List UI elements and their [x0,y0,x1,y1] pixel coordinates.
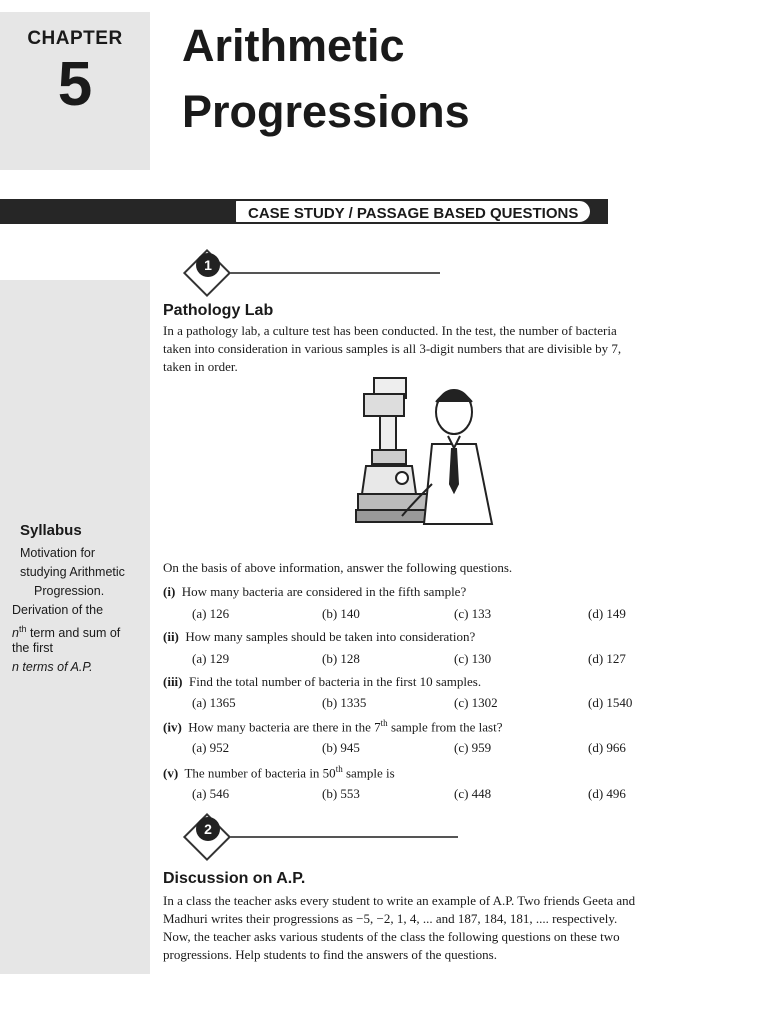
option-d: (d) 127 [588,651,626,666]
chapter-title-line2: Progressions [182,86,470,137]
option-a: (a) 129 [192,651,230,666]
syllabus-line: Derivation of the [12,603,104,617]
microscope-icon [352,374,504,538]
question-iv: (iv) How many bacteria are there in the 7th sample from the last? [163,718,503,735]
question-i: (i) How many bacteria are considered in the fifth sample? [163,584,467,599]
chapter-title-line1: Arithmetic [182,20,405,71]
option-d: (d) 1540 [588,695,633,710]
syllabus-line: studying Arithmetic [20,565,125,579]
option-b: (b) 128 [322,651,360,666]
option-b: (b) 945 [322,740,360,755]
case2-badge-number: 2 [196,817,220,841]
chapter-number: 5 [57,50,93,119]
option-a: (a) 126 [192,606,230,621]
case2-title: Discussion on A.P. [163,870,306,887]
option-c: (c) 959 [454,740,492,755]
section-banner-label: CASE STUDY / PASSAGE BASED QUESTIONS [234,199,592,224]
question-v: (v) The number of bacteria in 50th sample is [163,764,395,781]
case1-paragraph: In a pathology lab, a culture test has been conducted. In the test, the number of bacteria taken into consideration in various samples is all 3-digit numbers that are divisible by 7, taken in order. [163,323,622,374]
case2-rule [196,836,458,838]
option-d: (d) 496 [588,786,626,801]
case1-title: Pathology Lab [163,302,274,319]
option-a: (a) 1365 [192,695,236,710]
syllabus-line: the first [12,641,53,655]
option-c: (c) 130 [454,651,492,666]
case1-badge-number: 1 [196,253,220,277]
question-iii: (iii) Find the total number of bacteria in the first 10 samples. [163,674,482,689]
syllabus-line: n terms of A.P. [12,660,93,674]
option-b: (b) 1335 [322,695,367,710]
option-d: (d) 966 [588,740,626,755]
question-ii: (ii) How many samples should be taken into consideration? [163,629,476,644]
case2-paragraph: In a class the teacher asks every student to write an example of A.P. Two friends Geeta and Madhuri writes their progressions as −5, −2, 1, 4, ... and 187, 184, 181, .... respectively. Now, the teacher asks various students of the class the following questions on these two progressions. Help students to find the answers of the questions. [163,893,636,962]
option-a: (a) 952 [192,740,230,755]
syllabus-line: Progression. [34,584,105,598]
scientist-microscope-illustration [352,374,504,538]
syllabus-line: Motivation for [20,546,96,560]
option-c: (c) 1302 [454,695,498,710]
option-c: (c) 448 [454,786,492,801]
option-c: (c) 133 [454,606,492,621]
option-a: (a) 546 [192,786,230,801]
syllabus-heading: Syllabus [20,522,82,539]
option-b: (b) 553 [322,786,360,801]
syllabus-line-nth: $n^{th}$ term and sum of [12,624,121,641]
case1-rule [196,272,440,274]
case1-intro: On the basis of above information, answer the following questions. [163,560,513,575]
option-d: (d) 149 [588,606,626,621]
option-b: (b) 140 [322,606,360,621]
chapter-label: CHAPTER [27,28,123,49]
